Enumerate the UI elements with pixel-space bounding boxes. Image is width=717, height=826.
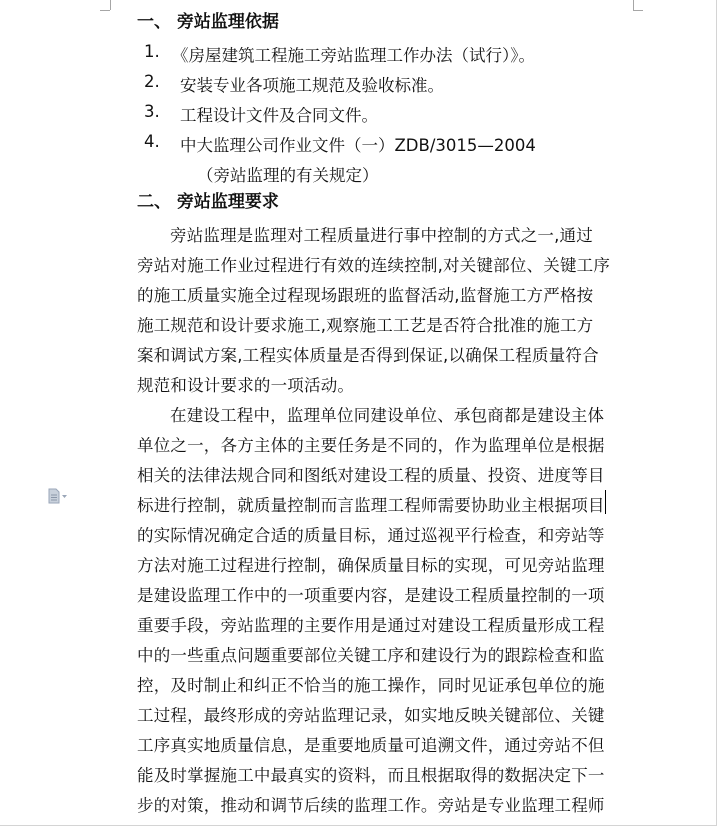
item2-number: 2.	[144, 72, 160, 91]
para2-line: 方法对施工过程进行控制，确保质量目标的实现，可见旁站监理	[137, 556, 605, 575]
crop-mark-top-left-h	[100, 10, 110, 11]
para2-line: 工过程，最终形成的旁站监理记录，如实地反映关键部位、关键	[137, 706, 605, 725]
para1-line: 的施工质量实施全过程现场跟班的监督活动,监督施工方严格按	[137, 286, 594, 305]
para1-line: 旁站监理是监理对工程质量进行事中控制的方式之一,通过	[170, 226, 593, 245]
para2-line: 控，及时制止和纠正不恰当的施工操作，同时见证承包单位的施	[137, 676, 605, 695]
item4-number: 4.	[144, 132, 160, 151]
item1-number: 1.	[144, 42, 160, 61]
para2-line: 单位之一，各方主体的主要任务是不同的，作为监理单位是根据	[137, 436, 605, 455]
section2-heading: 二、 旁站监理要求	[137, 192, 279, 212]
crop-mark-top-right	[633, 0, 634, 10]
para2-line: 重要手段，旁站监理的主要作用是通过对建设工程质量形成工程	[137, 616, 605, 635]
item4-continuation: （旁站监理的有关规定）	[197, 166, 379, 185]
item3-text: 工程设计文件及合同文件。	[180, 106, 378, 125]
para1-line: 施工规范和设计要求施工,观察施工工艺是否符合批准的施工方	[137, 316, 594, 335]
section1-heading: 一、 旁站监理依据	[137, 12, 279, 32]
text-cursor	[605, 490, 606, 514]
item4-text: 中大监理公司作业文件（一）ZDB/3015—2004	[180, 136, 536, 155]
para2-line: 标进行控制，就质量控制而言监理工程师需要协助业主根据项目	[137, 496, 605, 515]
para2-line: 在建设工程中，监理单位同建设单位、承包商都是建设主体	[170, 406, 605, 425]
crop-mark-top-left	[110, 0, 111, 10]
para1-line: 旁站对施工作业过程进行有效的连续控制,对关键部位、关键工序	[137, 256, 611, 275]
para2-line: 能及时掌握施工中最真实的资料，而且根据取得的数据决定下一	[137, 766, 605, 785]
para1-line: 案和调试方案,工程实体质量是否得到保证,以确保工程质量符合	[137, 346, 599, 365]
item1-text: 《房屋建筑工程施工旁站监理工作办法（试行）》。	[172, 46, 535, 65]
para1-line: 规范和设计要求的一项活动。	[137, 376, 355, 395]
paste-options-icon[interactable]	[47, 488, 69, 504]
crop-mark-top-right-h	[633, 10, 643, 11]
para2-line: 是建设监理工作中的一项重要内容，是建设工程质量控制的一项	[137, 586, 605, 605]
para2-line: 的实际情况确定合适的质量目标，通过巡视平行检查，和旁站等	[137, 526, 605, 545]
para2-line: 步的对策，推动和调节后续的监理工作。旁站是专业监理工程师	[137, 796, 605, 815]
item3-number: 3.	[144, 102, 160, 121]
para2-line: 中的一些重点问题重要部位关键工序和建设行为的跟踪检查和监	[137, 646, 605, 665]
para2-line: 相关的法律法规合同和图纸对建设工程的质量、投资、进度等目	[137, 466, 605, 485]
item2-text: 安装专业各项施工规范及验收标准。	[180, 76, 444, 95]
para2-line: 工序真实地质量信息，是重要地质量可追溯文件，通过旁站不但	[137, 736, 605, 755]
